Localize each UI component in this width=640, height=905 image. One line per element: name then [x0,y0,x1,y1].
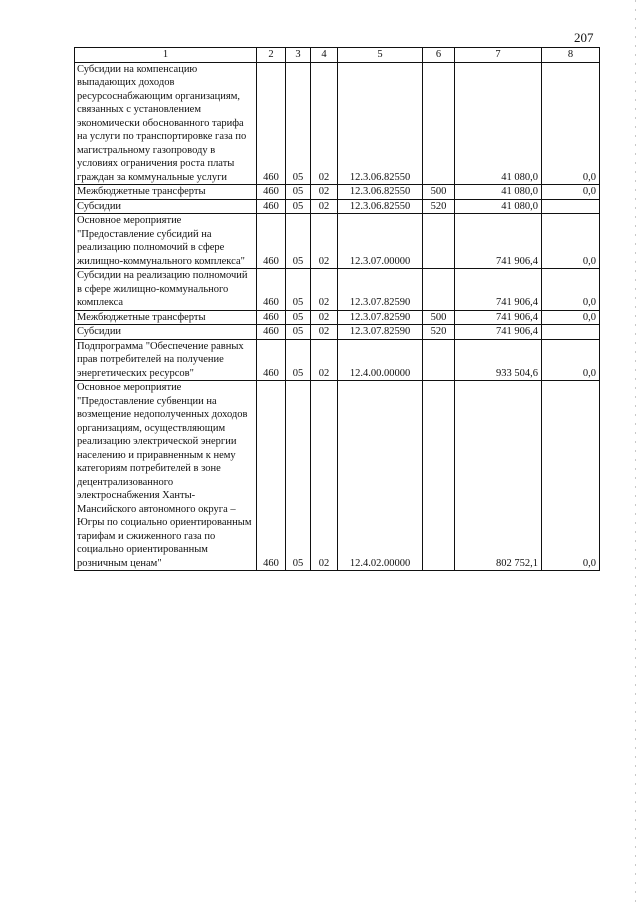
row-amount-federal: 0,0 [542,185,600,200]
table-row [75,310,600,325]
row-name: Межбюджетные трансферты [75,310,257,325]
row-admin-code: 460 [257,269,286,311]
row-section: 05 [286,310,311,325]
row-name: Межбюджетные трансферты [75,185,257,200]
row-amount: 741 906,4 [455,269,542,311]
row-amount-federal [542,325,600,340]
table-row [75,214,600,269]
row-expense-type [423,62,455,185]
row-subsection: 02 [311,269,338,311]
header-col-6: 6 [423,48,455,63]
row-section: 05 [286,214,311,269]
row-expense-type [423,339,455,381]
row-amount: 741 906,4 [455,325,542,340]
row-amount-federal: 0,0 [542,214,600,269]
row-amount-federal: 0,0 [542,62,600,185]
row-amount-federal [542,199,600,214]
row-admin-code: 460 [257,381,286,571]
row-target-article: 12.3.06.82550 [338,185,423,200]
row-target-article: 12.3.07.82590 [338,310,423,325]
header-col-1: 1 [75,48,257,63]
row-subsection: 02 [311,62,338,185]
row-amount: 933 504,6 [455,339,542,381]
row-expense-type: 520 [423,199,455,214]
row-amount: 741 906,4 [455,310,542,325]
row-target-article: 12.4.00.00000 [338,339,423,381]
row-expense-type: 500 [423,185,455,200]
row-section: 05 [286,381,311,571]
row-amount-federal: 0,0 [542,310,600,325]
table-header-row [75,48,600,63]
row-name: Подпрограмма "Обеспечение равных прав потребителей на получение энергетических ресурсов" [75,339,257,381]
row-subsection: 02 [311,339,338,381]
row-name: Субсидии [75,199,257,214]
header-col-2: 2 [257,48,286,63]
scan-edge-divider [635,0,636,905]
page-number: 207 [574,30,594,45]
row-section: 05 [286,62,311,185]
table-row [75,381,600,571]
row-amount-federal: 0,0 [542,381,600,571]
row-expense-type: 520 [423,325,455,340]
row-target-article: 12.3.07.82590 [338,325,423,340]
row-subsection: 02 [311,310,338,325]
header-col-7: 7 [455,48,542,63]
row-amount: 802 752,1 [455,381,542,571]
row-target-article: 12.3.07.00000 [338,214,423,269]
row-subsection: 02 [311,199,338,214]
row-subsection: 02 [311,185,338,200]
row-expense-type: 500 [423,310,455,325]
row-section: 05 [286,269,311,311]
row-expense-type [423,214,455,269]
row-admin-code: 460 [257,62,286,185]
row-amount: 41 080,0 [455,199,542,214]
table-row [75,199,600,214]
row-admin-code: 460 [257,310,286,325]
row-admin-code: 460 [257,325,286,340]
row-target-article: 12.3.06.82550 [338,62,423,185]
row-name: Субсидии [75,325,257,340]
row-admin-code: 460 [257,185,286,200]
row-section: 05 [286,339,311,381]
row-admin-code: 460 [257,214,286,269]
row-expense-type [423,381,455,571]
row-amount: 41 080,0 [455,62,542,185]
header-col-3: 3 [286,48,311,63]
row-subsection: 02 [311,214,338,269]
header-col-8: 8 [542,48,600,63]
table-row [75,269,600,311]
row-amount-federal: 0,0 [542,339,600,381]
table-row [75,185,600,200]
row-target-article: 12.4.02.00000 [338,381,423,571]
row-name: Основное мероприятие "Предоставление субвенции на возмещение недополученных доходов организациям, осуществляющим реализацию электрической энергии населению и приравненным к нему категориям потребителей в зоне децентрализованного электроснабжения Ханты-Мансийского автономного округа – Югры по социально ориентированным тарифам и сжиженного газа по социально ориентированным розничным ценам" [75,381,257,571]
row-target-article: 12.3.07.82590 [338,269,423,311]
row-name: Субсидии на компенсацию выпадающих доходов ресурсоснабжающим организациям, связанных с установлением экономически обоснованного тарифа на услуги по транспортировке газа по магистральному газопроводу в условиях ограничения роста платы граждан за коммунальные услуги [75,62,257,185]
row-name: Основное мероприятие "Предоставление субсидий на реализацию полномочий в сфере жилищно-коммунального комплекса" [75,214,257,269]
header-col-5: 5 [338,48,423,63]
table-row [75,62,600,185]
row-amount: 741 906,4 [455,214,542,269]
header-col-4: 4 [311,48,338,63]
row-section: 05 [286,199,311,214]
row-admin-code: 460 [257,199,286,214]
row-section: 05 [286,185,311,200]
row-subsection: 02 [311,381,338,571]
table-row [75,339,600,381]
row-section: 05 [286,325,311,340]
row-expense-type [423,269,455,311]
row-name: Субсидии на реализацию полномочий в сфере жилищно-коммунального комплекса [75,269,257,311]
budget-table [74,47,600,571]
row-amount-federal: 0,0 [542,269,600,311]
row-admin-code: 460 [257,339,286,381]
table-row [75,325,600,340]
row-amount: 41 080,0 [455,185,542,200]
row-target-article: 12.3.06.82550 [338,199,423,214]
row-subsection: 02 [311,325,338,340]
